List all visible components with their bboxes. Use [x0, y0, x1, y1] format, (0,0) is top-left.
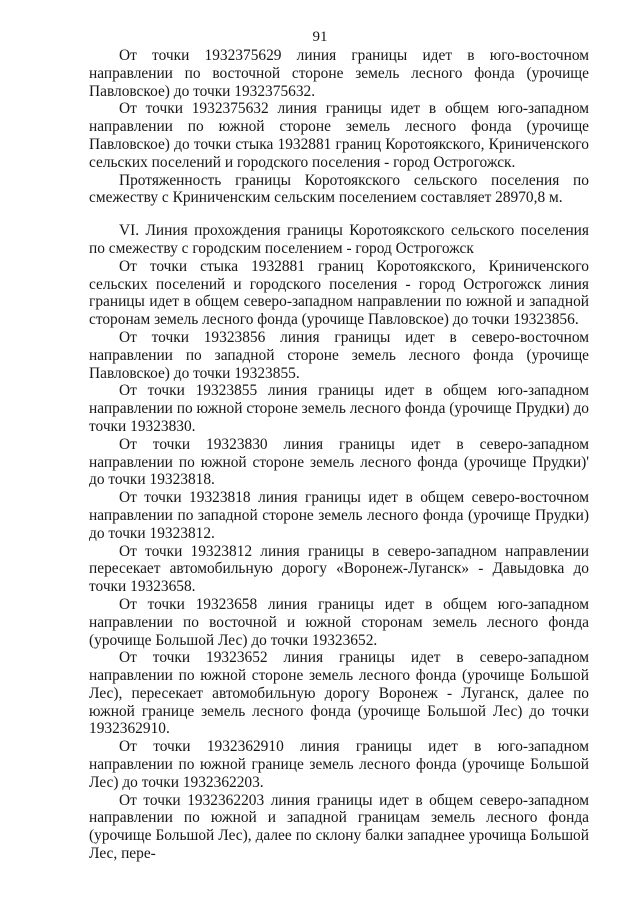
- document-body: [89, 47, 589, 863]
- paragraph: От точки 19323830 линия границы идет в северо-западном направлении по южной стороне земель лесного фонда (урочище Прудки)' до точки 19323818.: [89, 435, 589, 489]
- paragraph: От точки 19323856 линия границы идет в северо-восточном направлении по западной стороне земель лесного фонда (урочище Павловское) до точки 19323855.: [89, 328, 589, 382]
- paragraph: От точки 1932375629 линия границы идет в юго-восточном направлении по восточной стороне земель лесного фонда (урочище Павловское) до точки 1932375632.: [89, 47, 589, 100]
- paragraph: Протяженность границы Коротоякского сельского поселения по смежеству с Криниченским сельским поселением составляет 28970,8 м.: [89, 171, 589, 207]
- paragraph: От точки 19323812 линия границы в северо-западном направлении пересекает автомобильную дорогу «Воронеж-Луганск» - Давыдовка до точки 19323658.: [89, 542, 589, 596]
- paragraph: От точки 1932362203 линия границы идет в общем северо-западном направлении по южной и западной границам земель лесного фонда (урочище Большой Лес), далее по склону балки западнее урочища Большой Лес, пере-: [89, 791, 589, 863]
- paragraph: От точки стыка 1932881 границ Коротоякского, Криниченского сельских поселений и городского поселения - город Острогожск линия границы идет в общем северо-западном направлении по южной и западной сторонам земель лесного фонда (урочище Павловское) до точки 19323856.: [89, 257, 589, 329]
- paragraph: От точки 1932375632 линия границы идет в общем юго-западном направлении по южной стороне земель лесного фонда (урочище Павловское) до точки стыка 1932881 границ Коротоякского, Криниченского сельских поселений и городского поселения - город Острогожск.: [89, 100, 589, 171]
- paragraph: От точки 19323658 линия границы идет в общем юго-западном направлении по восточной и южной сторонам земель лесного фонда (урочище Большой Лес) до точки 19323652.: [89, 595, 589, 649]
- section-heading: VI. Линия прохождения границы Коротоякского сельского поселения по смежеству с городским поселением - город Острогожск: [89, 222, 589, 257]
- paragraph: От точки 19323818 линия границы идет в общем северо-восточном направлении по западной стороне земель лесного фонда (урочище Прудки) до точки 19323812.: [89, 489, 589, 542]
- page-number: 91: [312, 29, 328, 45]
- paragraph: От точки 1932362910 линия границы идет в юго-западном направлении по южной границе земель лесного фонда (урочище Большой Лес) до точки 1932362203.: [89, 738, 589, 791]
- paragraph: От точки 19323855 линия границы идет в общем юго-западном направлении по южной стороне земель лесного фонда (урочище Прудки) до точки 19323830.: [89, 382, 589, 435]
- paragraph: От точки 19323652 линия границы идет в северо-западном направлении по южной стороне земель лесного фонда (урочище Большой Лес), пересекает автомобильную дорогу Воронеж - Луганск, далее по южной границе земель лесного фонда (урочище Большой Лес) до точки 1932362910.: [89, 649, 589, 738]
